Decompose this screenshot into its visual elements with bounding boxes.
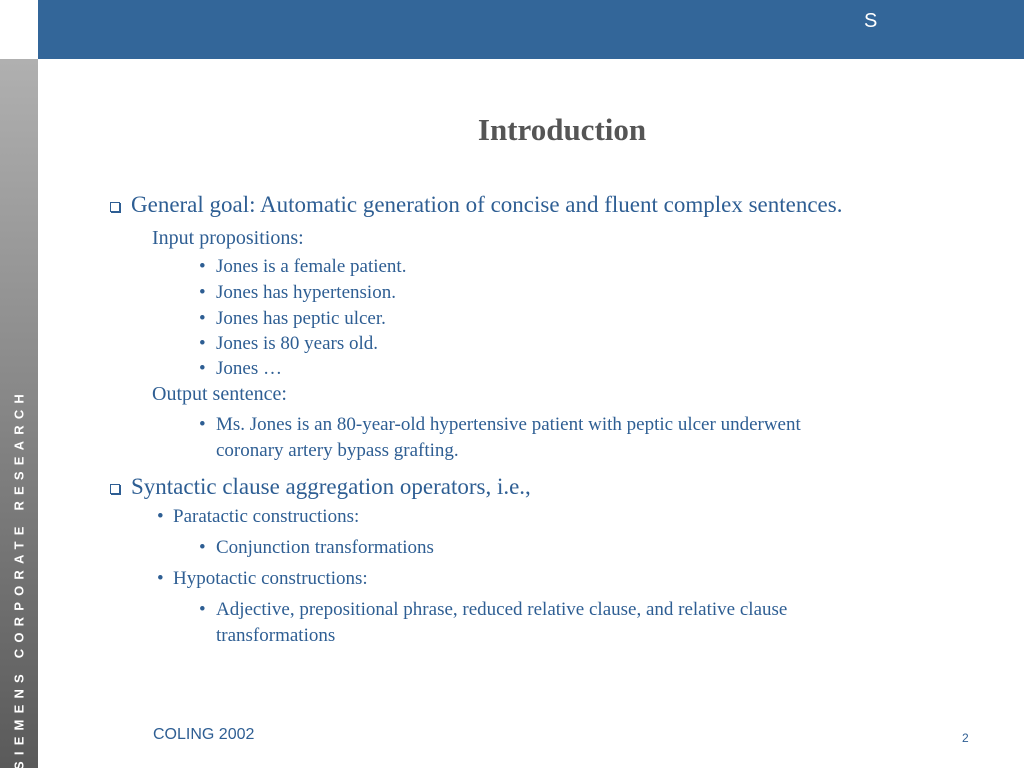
bullet-icon: • [199,599,206,620]
bullet-icon: • [199,358,206,379]
hypotactic-label: Hypotactic constructions: [173,568,368,589]
bullet-icon: • [157,506,164,527]
paratactic-item: Conjunction transformations [216,537,434,558]
bullet-icon: • [199,308,206,329]
input-proposition-item: Jones has hypertension. [216,282,396,303]
goal-text: General goal: Automatic generation of concise and fluent complex sentences. [131,192,843,217]
output-sentence-line: Ms. Jones is an 80-year-old hypertensive patient with peptic ulcer underwent [216,414,801,435]
checkbox-bullet-icon [110,202,120,212]
bullet-icon: • [199,537,206,558]
hypotactic-item-line: Adjective, prepositional phrase, reduced relative clause, and relative clause [216,599,788,620]
checkbox-bullet-icon [110,484,120,494]
bullet-icon: • [157,568,164,589]
header-bar [38,0,1024,59]
header-logo: S [864,10,878,32]
output-sentence-line: coronary artery bypass grafting. [216,440,459,461]
input-proposition-item: Jones … [216,358,282,379]
bullet-icon: • [199,282,206,303]
bullet-icon: • [199,414,206,435]
input-propositions-label: Input propositions: [152,227,304,249]
slide-title: Introduction [477,112,647,147]
input-proposition-item: Jones is a female patient. [216,256,407,277]
input-proposition-item: Jones is 80 years old. [216,333,379,354]
paratactic-label: Paratactic constructions: [173,506,360,527]
input-proposition-item: Jones has peptic ulcer. [216,308,386,329]
hypotactic-item-line: transformations [216,625,336,646]
bullet-icon: • [199,256,206,277]
sidebar-brand-text: SIEMENS CORPORATE RESEARCH [11,388,27,770]
operators-text: Syntactic clause aggregation operators, i.e., [131,474,531,499]
sidebar-band [0,59,38,768]
output-sentence-label: Output sentence: [152,383,287,405]
footer-conference: COLING 2002 [153,726,255,743]
page-number: 2 [962,731,969,745]
bullet-icon: • [199,333,206,354]
